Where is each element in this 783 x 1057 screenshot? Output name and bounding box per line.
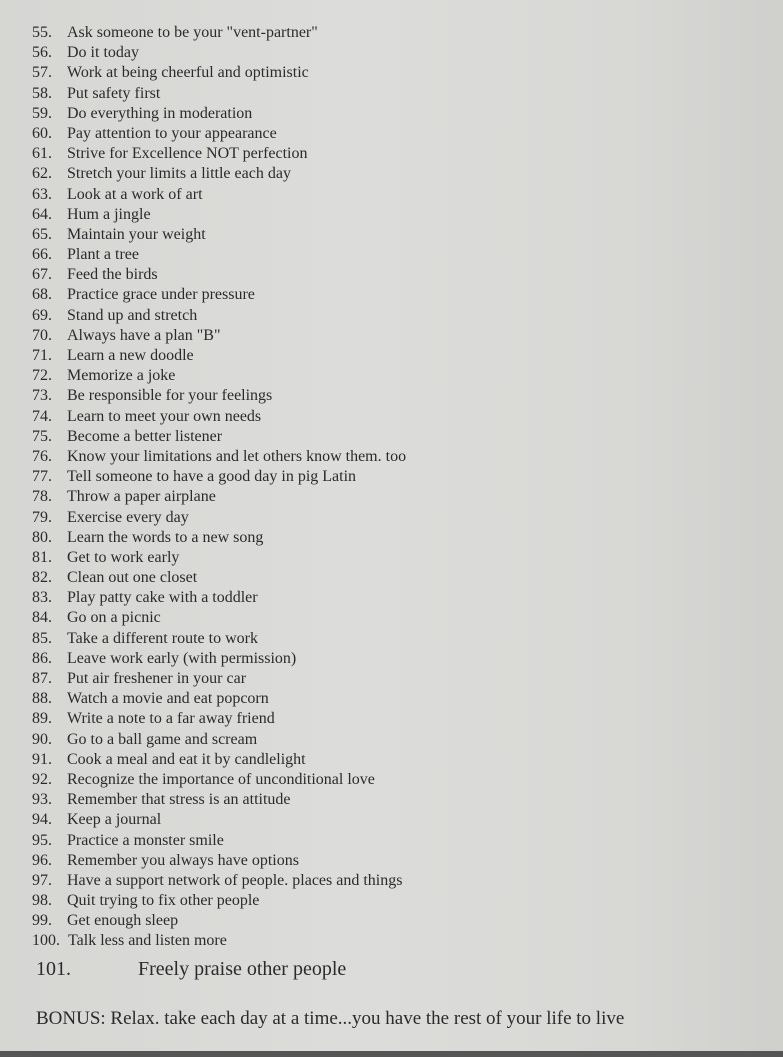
item-text: Throw a paper airplane xyxy=(67,488,216,506)
item-number: 56. xyxy=(32,44,52,62)
item-number: 81. xyxy=(32,548,52,566)
item-number: 59. xyxy=(32,104,52,122)
list-item xyxy=(32,851,406,871)
item-number: 100. xyxy=(32,932,60,950)
list-item xyxy=(32,911,406,931)
item-text: Get enough sleep xyxy=(67,912,179,930)
item-number: 63. xyxy=(32,185,52,203)
list-item xyxy=(32,63,406,83)
list-item xyxy=(32,568,406,588)
item-text: Go on a picnic xyxy=(67,609,161,627)
list-item xyxy=(32,366,406,386)
item-text: Remember that stress is an attitude xyxy=(67,791,291,809)
item-text: Recognize the importance of unconditional love xyxy=(67,770,375,788)
item-number: 72. xyxy=(32,367,52,385)
list-item xyxy=(32,931,406,951)
item-text: Pay attention to your appearance xyxy=(67,124,277,142)
list-item xyxy=(32,709,406,729)
list-item xyxy=(32,43,406,63)
item-text: Have a support network of people. places and things xyxy=(67,871,403,889)
item-text: Go to a ball game and scream xyxy=(67,730,258,748)
list-item xyxy=(32,528,406,548)
item-text: Exercise every day xyxy=(67,508,189,526)
item-number: 92. xyxy=(32,770,52,788)
list-item xyxy=(32,790,406,810)
page-bottom-edge xyxy=(0,1051,783,1057)
item-number: 90. xyxy=(32,730,52,748)
list-item xyxy=(32,608,406,628)
item-number: 99. xyxy=(32,912,52,930)
item-number: 78. xyxy=(32,488,52,506)
list-item xyxy=(32,427,406,447)
item-text: Stretch your limits a little each day xyxy=(67,165,291,183)
item-text: Plant a tree xyxy=(67,246,139,264)
item-text: Put air freshener in your car xyxy=(67,670,247,687)
list-item xyxy=(32,750,406,770)
item-number: 68. xyxy=(32,286,52,304)
item-text: Remember you always have options xyxy=(67,851,299,869)
list-item xyxy=(32,185,406,205)
item-number: 70. xyxy=(32,326,52,344)
item-number: 71. xyxy=(32,347,52,364)
item-number: 69. xyxy=(32,306,52,324)
item-number: 93. xyxy=(32,791,52,809)
item-text: Practice a monster smile xyxy=(67,831,224,849)
item-number: 82. xyxy=(32,569,52,587)
item-text: Do it today xyxy=(67,44,139,62)
final-item-text: Freely praise other people xyxy=(138,958,347,980)
list-item xyxy=(32,649,406,669)
item-text: Put safety first xyxy=(67,84,161,102)
list-item xyxy=(32,669,406,689)
item-number: 80. xyxy=(32,528,52,546)
list-item xyxy=(32,730,406,750)
item-text: Play patty cake with a toddler xyxy=(67,589,258,607)
list-item xyxy=(32,104,406,124)
item-number: 86. xyxy=(32,649,52,667)
item-text: Look at a work of art xyxy=(67,185,203,203)
list-item xyxy=(32,265,406,285)
item-text: Memorize a joke xyxy=(67,367,176,385)
list-item xyxy=(32,487,406,507)
item-text: Watch a movie and eat popcorn xyxy=(67,690,269,708)
list-item xyxy=(32,810,406,830)
list-item xyxy=(32,467,406,487)
list-item xyxy=(32,831,406,851)
item-text: Clean out one closet xyxy=(67,569,198,587)
item-number: 97. xyxy=(32,871,52,889)
item-text: Keep a journal xyxy=(67,811,162,829)
item-text: Be responsible for your feelings xyxy=(67,387,273,405)
item-text: Quit trying to fix other people xyxy=(67,892,260,910)
item-number: 55. xyxy=(32,24,52,41)
item-number: 77. xyxy=(32,468,52,486)
item-text: Learn a new doodle xyxy=(67,347,194,364)
item-number: 84. xyxy=(32,609,52,627)
item-number: 95. xyxy=(32,831,52,849)
list-item xyxy=(32,548,406,568)
list-item xyxy=(32,164,406,184)
item-text: Know your limitations and let others know them. too xyxy=(67,447,407,465)
item-text: Maintain your weight xyxy=(67,225,206,243)
item-text: Leave work early (with permission) xyxy=(67,649,297,667)
item-number: 57. xyxy=(32,64,52,82)
item-number: 62. xyxy=(32,165,52,183)
item-number: 96. xyxy=(32,851,52,869)
list-item xyxy=(32,588,406,608)
list-item xyxy=(32,346,406,366)
item-text: Learn the words to a new song xyxy=(67,528,264,546)
list-item xyxy=(32,124,406,144)
list-item xyxy=(32,629,406,649)
list-item xyxy=(32,84,406,104)
bonus-line: BONUS: Relax. take each day at a time...you have the rest of your life to live xyxy=(36,1008,625,1029)
item-number: 94. xyxy=(32,811,52,829)
item-number: 89. xyxy=(32,710,52,728)
item-text: Talk less and listen more xyxy=(68,932,227,950)
item-number: 58. xyxy=(32,84,52,102)
list-item xyxy=(32,407,406,427)
item-text: Tell someone to have a good day in pig Latin xyxy=(67,468,357,486)
item-number: 65. xyxy=(32,225,52,243)
item-text: Do everything in moderation xyxy=(67,104,253,122)
item-text: Learn to meet your own needs xyxy=(67,407,262,425)
item-number: 98. xyxy=(32,892,52,910)
list-item xyxy=(32,205,406,225)
item-number: 76. xyxy=(32,447,52,465)
list-item xyxy=(32,447,406,467)
item-number: 75. xyxy=(32,427,52,445)
item-text: Practice grace under pressure xyxy=(67,286,255,304)
item-number: 67. xyxy=(32,266,52,284)
list-item xyxy=(32,689,406,709)
list-item xyxy=(32,245,406,265)
item-text: Cook a meal and eat it by candlelight xyxy=(67,750,306,768)
item-text: Work at being cheerful and optimistic xyxy=(67,64,309,82)
list-item xyxy=(32,306,406,326)
item-number: 91. xyxy=(32,750,52,768)
item-text: Become a better listener xyxy=(67,427,223,445)
item-number: 66. xyxy=(32,246,52,264)
item-text: Strive for Excellence NOT perfection xyxy=(67,145,308,163)
list-item xyxy=(32,285,406,305)
item-number: 74. xyxy=(32,407,52,425)
item-number: 61. xyxy=(32,145,52,163)
item-text: Stand up and stretch xyxy=(67,306,198,324)
item-number: 73. xyxy=(32,387,52,405)
item-text: Hum a jingle xyxy=(67,205,151,223)
list-item xyxy=(32,144,406,164)
item-number: 88. xyxy=(32,690,52,708)
list-item xyxy=(32,508,406,528)
list-item xyxy=(32,326,406,346)
item-number: 64. xyxy=(32,205,52,223)
list-item xyxy=(32,23,406,43)
final-item-number: 101. xyxy=(36,958,71,980)
item-number: 60. xyxy=(32,124,52,142)
item-number: 83. xyxy=(32,589,52,607)
list-item xyxy=(32,871,406,891)
item-text: Always have a plan "B" xyxy=(67,326,221,344)
item-text: Ask someone to be your "vent-partner" xyxy=(67,24,318,41)
list-item xyxy=(32,386,406,406)
item-text: Feed the birds xyxy=(67,266,158,284)
list-item xyxy=(32,770,406,790)
item-text: Get to work early xyxy=(67,548,180,566)
final-item xyxy=(36,958,346,981)
list-item xyxy=(32,225,406,245)
item-text: Take a different route to work xyxy=(67,629,258,647)
item-number: 85. xyxy=(32,629,52,647)
item-number: 79. xyxy=(32,508,52,526)
tips-list xyxy=(32,23,406,952)
list-item xyxy=(32,891,406,911)
item-text: Write a note to a far away friend xyxy=(67,710,275,728)
item-number: 87. xyxy=(32,670,52,687)
